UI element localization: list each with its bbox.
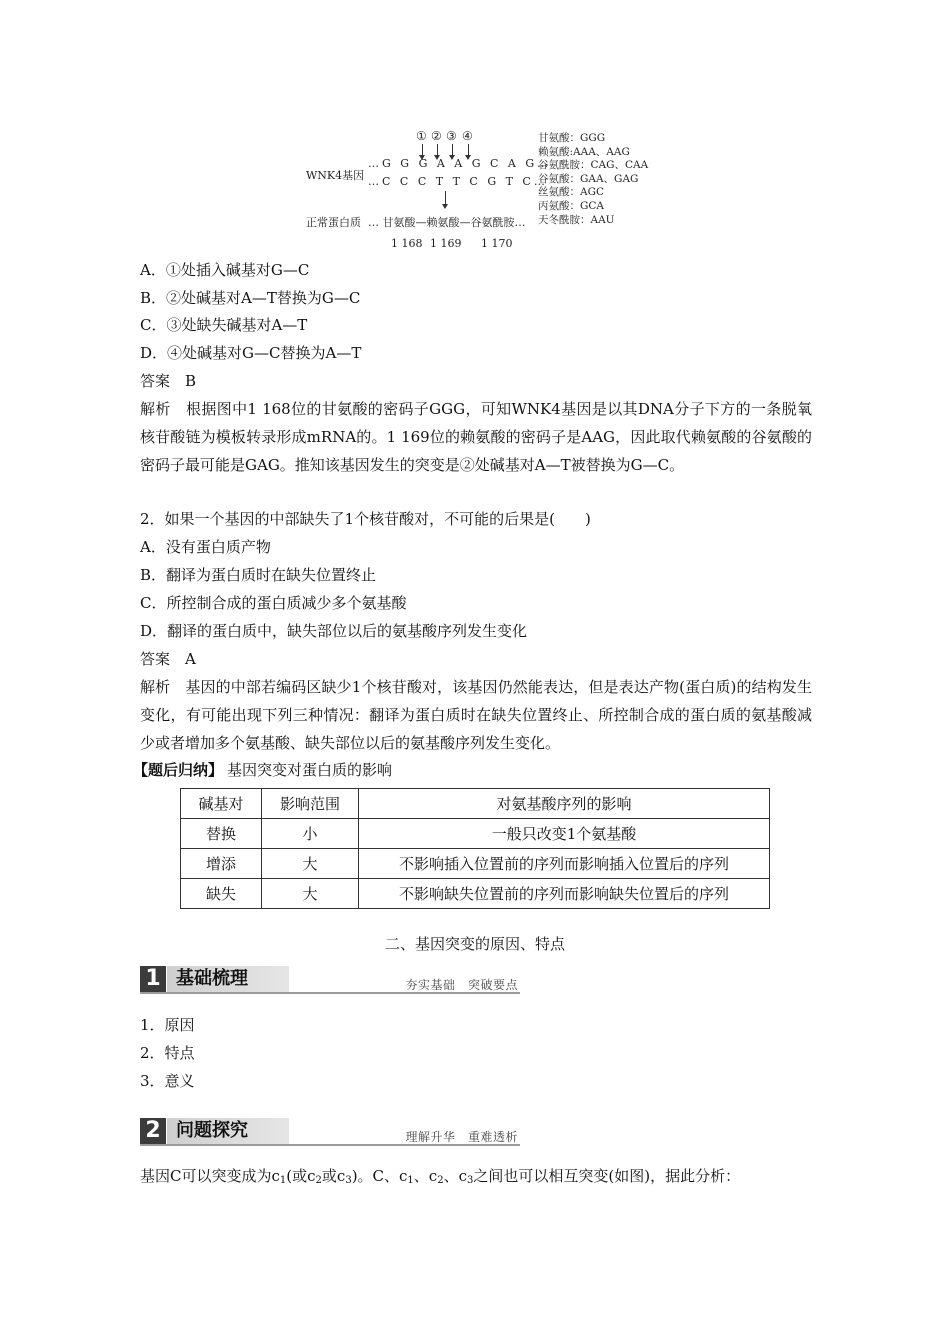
q1-option-d: D．④处碱基对G—C替换为A—T: [140, 344, 362, 362]
banner-rule: [140, 1144, 520, 1146]
banner-number: 2: [140, 1118, 166, 1144]
banner-subtitle: 夯实基础 突破要点: [405, 978, 518, 992]
banner-subtitle: 理解升华 重难透析: [405, 1130, 518, 1144]
banner-rule: [140, 992, 520, 994]
site-marker-3: ③: [446, 129, 457, 143]
banner-basic-review: [140, 966, 520, 992]
table-row: [181, 819, 770, 849]
banner-problem-inquiry: [140, 1118, 520, 1144]
q1-option-b: B．②处碱基对A—T替换为G—C: [140, 289, 361, 307]
q2-option-c: C．所控制合成的蛋白质减少多个氨基酸: [140, 594, 407, 612]
problem-intro: 基因C可以突变成为$c_1$(或$c_2$或$c_3$)。C、$c_1$、$c_2$、$c_3$之间也可以相互突变(如图)，据此分析：: [140, 1167, 741, 1186]
dna-strand-top: …G G G A A G C A G…: [368, 157, 552, 170]
codon-item: 谷氨酰胺：CAG、CAA: [538, 159, 649, 172]
table-header: 对氨基酸序列的影响: [359, 789, 770, 819]
section-heading: 二、基因突变的原因、特点: [384, 935, 565, 953]
codon-item: 赖氨酸:AAA、AAG: [538, 145, 630, 158]
table-cell: 缺失: [181, 879, 262, 909]
q2-option-b: B．翻译为蛋白质时在缺失位置终止: [140, 566, 377, 584]
codon-item: 甘氨酸：GGG: [538, 132, 606, 144]
table-header: 碱基对: [181, 789, 262, 819]
summary-label: 【题后归纳】: [133, 761, 224, 779]
codon-item: 丙氨酸：GCA: [538, 199, 605, 212]
codon-item: 天冬酰胺：AAU: [538, 213, 615, 226]
table-cell: 大: [262, 879, 359, 909]
banner-title: 问题探究: [176, 1120, 248, 1141]
table-cell: 小: [262, 819, 359, 849]
q1-analysis: 解析 根据图中1 168位的甘氨酸的密码子GGG，可知WNK4基因是以其DNA分子下方的一条脱氧核苷酸链为模板转录形成mRNA的。1 169位的赖氨酸的密码子是AAG，因此取代赖氨酸的谷氨酸的密码子最可能是GAG。推知该基因发生的突变是②处碱基对A—T被替换为G—C。: [140, 400, 812, 474]
q2-analysis: 解析 基因的中部若编码区缺少1个核苷酸对，该基因仍然能表达，但是表达产物(蛋白质)的结构发生变化，有可能出现下列三种情况：翻译为蛋白质时在缺失位置终止、所控制合成的蛋白质的氨基酸减少或者增加多个氨基酸、缺失部位以后的氨基酸序列发生变化。: [140, 678, 812, 752]
position-1170: 1 170: [481, 237, 513, 250]
table-cell: 不影响缺失位置前的序列而影响缺失位置后的序列: [359, 879, 770, 909]
down-arrow-icon: [468, 144, 469, 156]
down-arrow-icon: [422, 144, 423, 156]
codon-item: 丝氨酸：AGC: [538, 186, 605, 199]
down-arrow-icon: [445, 191, 446, 205]
table-cell: 大: [262, 849, 359, 879]
table-cell: 增添: [181, 849, 262, 879]
protein-sequence: … 甘氨酸—赖氨酸—谷氨酰胺…: [368, 216, 526, 229]
position-1168: 1 168: [391, 237, 423, 250]
table-header: 影响范围: [262, 789, 359, 819]
site-marker-2: ②: [431, 129, 442, 143]
codon-item: 谷氨酸：GAA、GAG: [538, 172, 639, 185]
position-1169: 1 169: [430, 237, 462, 250]
dna-strand-bottom: …C C C T T C G T C…: [368, 175, 548, 188]
protein-label: 正常蛋白质: [306, 216, 361, 229]
q2-option-d: D．翻译的蛋白质中，缺失部位以后的氨基酸序列发生变化: [140, 622, 528, 640]
down-arrow-icon: [437, 144, 438, 156]
item-feature: 2．特点: [140, 1044, 195, 1062]
table-row: [181, 849, 770, 879]
q2-answer: 答案 A: [140, 650, 196, 668]
banner-title: 基础梳理: [176, 968, 248, 989]
q1-answer: 答案 B: [140, 372, 197, 390]
gene-label: WNK4基因: [306, 169, 365, 182]
gene-mutation-figure: [300, 125, 670, 255]
item-cause: 1．原因: [140, 1016, 195, 1034]
q1-option-c: C．③处缺失碱基对A—T: [140, 316, 308, 334]
table-cell: 不影响插入位置前的序列而影响插入位置后的序列: [359, 849, 770, 879]
table-cell: 一般只改变1个氨基酸: [359, 819, 770, 849]
table-header-row: [181, 789, 770, 819]
item-significance: 3．意义: [140, 1072, 195, 1090]
q2-option-a: A．没有蛋白质产物: [140, 538, 271, 556]
q1-option-a: A．①处插入碱基对G—C: [140, 261, 310, 279]
summary-heading: [133, 760, 392, 780]
codon-list: [538, 132, 648, 227]
down-arrow-icon: [452, 144, 453, 156]
table-cell: 替换: [181, 819, 262, 849]
banner-number: 1: [140, 966, 166, 992]
table-row: [181, 879, 770, 909]
site-marker-4: ④: [462, 129, 473, 143]
summary-title: 基因突变对蛋白质的影响: [227, 761, 393, 779]
mutation-impact-table: [180, 788, 770, 909]
q2-stem: 2．如果一个基因的中部缺失了1个核苷酸对，不可能的后果是( ): [140, 510, 591, 528]
site-marker-1: ①: [416, 129, 427, 143]
